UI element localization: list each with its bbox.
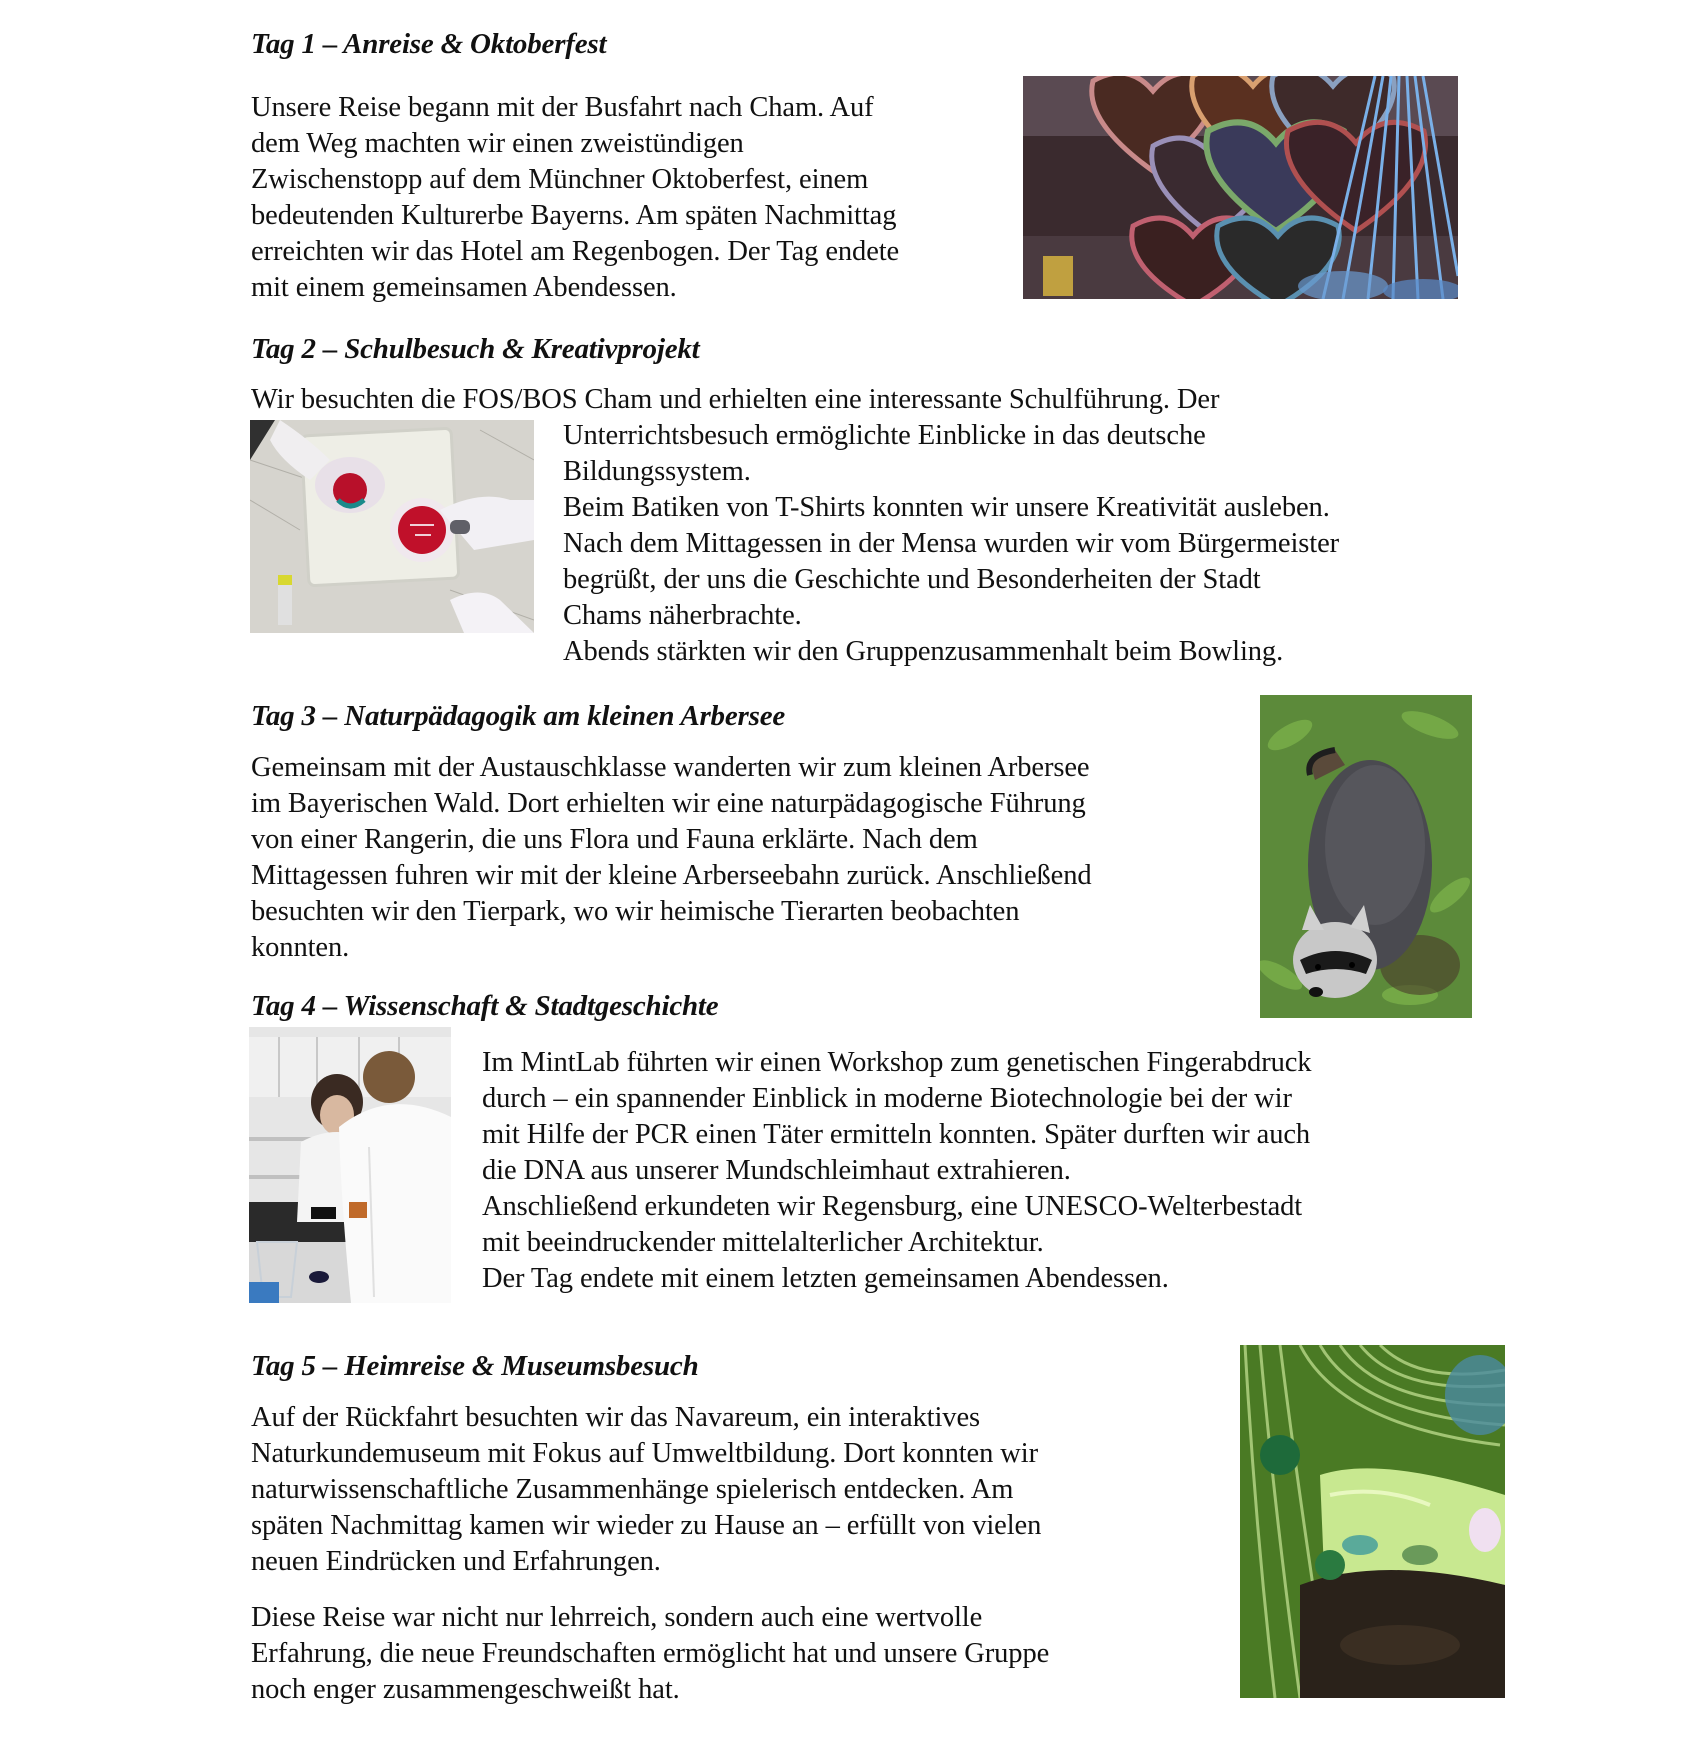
text-line: noch enger zusammengeschweißt hat. — [251, 1674, 680, 1705]
text-line: Zwischenstopp auf dem Münchner Oktoberfest, einem — [251, 164, 869, 195]
day-3-heading: Tag 3 – Naturpädagogik am kleinen Arbersee — [251, 700, 786, 732]
text-line: Mittagessen fuhren wir mit der kleine Arberseebahn zurück. Anschließend — [251, 860, 1092, 891]
tie-dye-photo — [250, 420, 534, 633]
day-1-paragraph — [251, 90, 899, 306]
text-line: Im MintLab führten wir einen Workshop zum genetischen Fingerabdruck — [482, 1047, 1312, 1078]
text-line: dem Weg machten wir einen zweistündigen — [251, 128, 744, 159]
text-line: Anschließend erkundeten wir Regensburg, eine UNESCO-Welterbestadt — [482, 1191, 1303, 1222]
text-line: Unterrichtsbesuch ermöglichte Einblicke in das deutsche — [563, 420, 1206, 451]
text-line: Auf der Rückfahrt besuchten wir das Navareum, ein interaktives — [251, 1402, 980, 1433]
text-line: Unsere Reise begann mit der Busfahrt nach Cham. Auf — [251, 92, 874, 123]
text-line: mit beeindruckender mittelalterlicher Architektur. — [482, 1227, 1044, 1258]
text-line: durch – ein spannender Einblick in moderne Biotechnologie bei der wir — [482, 1083, 1292, 1114]
day-2-heading: Tag 2 – Schulbesuch & Kreativprojekt — [251, 333, 700, 365]
text-line: konnten. — [251, 932, 350, 963]
text-line: Bildungssystem. — [563, 456, 751, 487]
day-4-heading: Tag 4 – Wissenschaft & Stadtgeschichte — [251, 990, 719, 1022]
text-line: Naturkundemuseum mit Fokus auf Umweltbildung. Dort konnten wir — [251, 1438, 1038, 1469]
text-line: bedeutenden Kulturerbe Bayerns. Am späten Nachmittag — [251, 200, 897, 231]
text-line: Diese Reise war nicht nur lehrreich, sondern auch eine wertvolle — [251, 1602, 983, 1633]
day-5-paragraph — [251, 1400, 1041, 1580]
text-line: Abends stärkten wir den Gruppenzusammenhalt beim Bowling. — [563, 636, 1284, 667]
text-line: mit einem gemeinsamen Abendessen. — [251, 272, 677, 303]
text-line: im Bayerischen Wald. Dort erhielten wir eine naturpädagogische Führung — [251, 788, 1086, 819]
day-1-heading: Tag 1 – Anreise & Oktoberfest — [251, 28, 607, 60]
text-line: Der Tag endete mit einem letzten gemeinsamen Abendessen. — [482, 1263, 1169, 1294]
day-4-paragraph — [482, 1045, 1311, 1297]
text-line: neuen Eindrücken und Erfahrungen. — [251, 1546, 661, 1577]
laboratory-photo — [249, 1027, 451, 1303]
day-2-first-line — [251, 382, 1219, 418]
text-line: späten Nachmittag kamen wir wieder zu Hause an – erfüllt von vielen — [251, 1510, 1042, 1541]
text-line: Erfahrung, die neue Freundschaften ermöglicht hat und unsere Gruppe — [251, 1638, 1050, 1669]
text-line: Nach dem Mittagessen in der Mensa wurden wir vom Bürgermeister — [563, 528, 1340, 559]
day-2-paragraph — [563, 418, 1339, 670]
raccoon-photo — [1260, 695, 1472, 1018]
day-5-heading: Tag 5 – Heimreise & Museumsbesuch — [251, 1350, 699, 1382]
text-line: die DNA aus unserer Mundschleimhaut extrahieren. — [482, 1155, 1071, 1186]
text-line: Beim Batiken von T-Shirts konnten wir unsere Kreativität ausleben. — [563, 492, 1330, 523]
text-line: begrüßt, der uns die Geschichte und Besonderheiten der Stadt — [563, 564, 1261, 595]
text-line: erreichten wir das Hotel am Regenbogen. Der Tag endete — [251, 236, 900, 267]
text-line: naturwissenschaftliche Zusammenhänge spielerisch entdecken. Am — [251, 1474, 1014, 1505]
text-line: Chams näherbrachte. — [563, 600, 802, 631]
text-line: besuchten wir den Tierpark, wo wir heimische Tierarten beobachten — [251, 896, 1020, 927]
text-line: Wir besuchten die FOS/BOS Cham und erhielten eine interessante Schulführung. Der — [251, 384, 1220, 415]
text-line: von einer Rangerin, die uns Flora und Fauna erklärte. Nach dem — [251, 824, 978, 855]
navareum-photo — [1240, 1345, 1505, 1698]
text-line: Gemeinsam mit der Austauschklasse wanderten wir zum kleinen Arbersee — [251, 752, 1090, 783]
text-line: mit Hilfe der PCR einen Täter ermitteln konnten. Später durften wir auch — [482, 1119, 1311, 1150]
day-3-paragraph — [251, 750, 1092, 966]
closing-paragraph — [251, 1600, 1049, 1708]
oktoberfest-photo — [1023, 76, 1458, 299]
